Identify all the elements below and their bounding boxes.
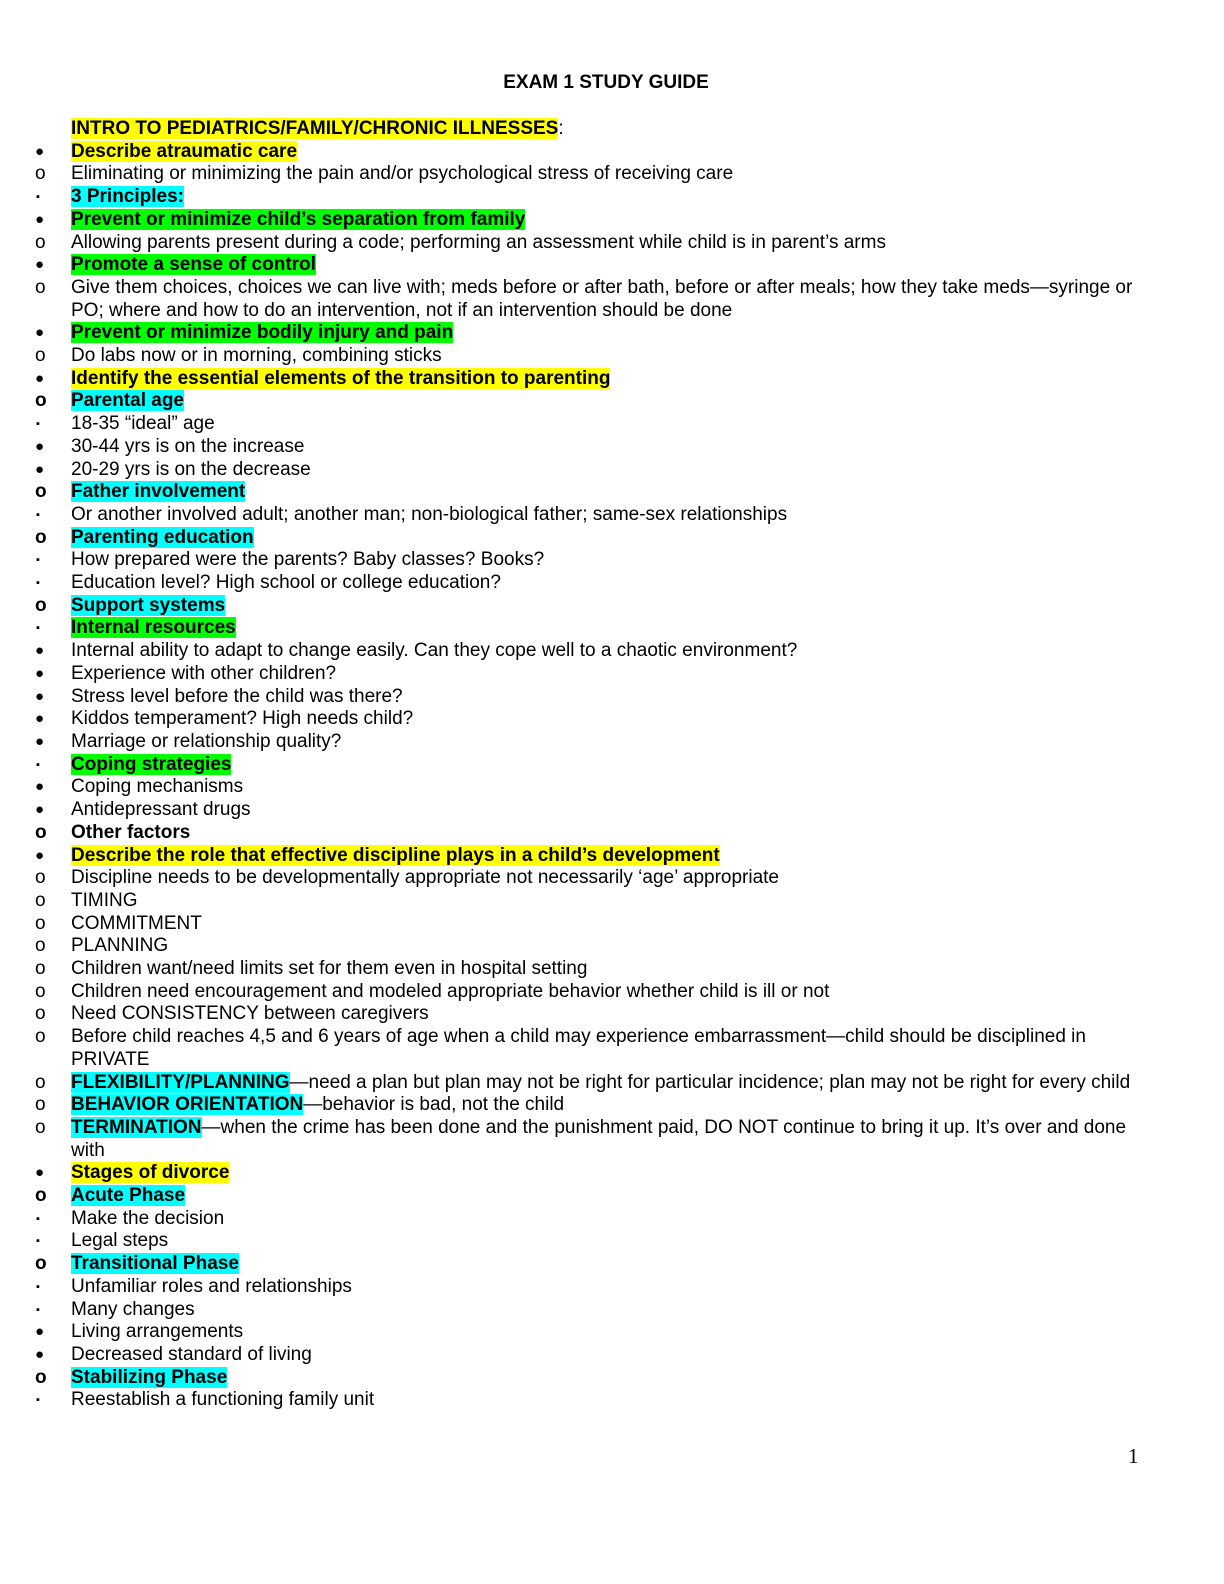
bullet-marker: o (35, 935, 46, 957)
outline-line (0, 867, 1141, 890)
outline-line (0, 1026, 1141, 1071)
outline-line (0, 527, 1141, 550)
outline-line (0, 1230, 1141, 1253)
document-body (0, 118, 1224, 1412)
outline-line (0, 822, 1141, 845)
outline-line (0, 981, 1141, 1004)
bullet-marker: o (35, 276, 46, 298)
bullet-marker: o (35, 980, 46, 1002)
line-text: 20-29 yrs is on the decrease (71, 458, 311, 480)
outline-line (0, 1344, 1141, 1367)
bullet-marker: o (35, 889, 46, 911)
line-text: Children need encouragement and modeled appropriate behavior whether child is ill or not (71, 980, 830, 1002)
line-text: COMMITMENT (71, 912, 202, 934)
bullet-marker: ▪ (36, 554, 40, 567)
bullet-marker: ● (35, 460, 45, 478)
outline-line (0, 708, 1141, 731)
bullet-marker: ▪ (36, 418, 40, 431)
outline-line (0, 504, 1141, 527)
outline-line (0, 254, 1141, 277)
outline-line (0, 209, 1141, 232)
line-text: Kiddos temperament? High needs child? (71, 708, 414, 730)
outline-line (0, 1276, 1141, 1299)
outline-line (0, 1321, 1141, 1344)
line-text: Before child reaches 4,5 and 6 years of age when a child may experience embarrassment—child should be disciplined in PRIVATE (71, 1026, 1086, 1070)
line-text: Education level? High school or college education? (71, 572, 501, 594)
outline-line (0, 640, 1141, 663)
line-text: Legal steps (71, 1230, 169, 1252)
bullet-marker: ▪ (36, 622, 40, 635)
highlighted-text: FLEXIBILITY/PLANNING (71, 1071, 290, 1093)
bullet-marker: o (35, 1253, 47, 1275)
line-text: Discipline needs to be developmentally appropriate not necessarily ‘age’ appropriate (71, 867, 780, 889)
outline-line (0, 481, 1141, 504)
bullet-marker: o (35, 1116, 46, 1138)
highlighted-text: Promote a sense of control (71, 254, 316, 276)
bullet-marker: ▪ (36, 577, 40, 590)
highlighted-text: 3 Principles: (71, 186, 184, 208)
outline-line (0, 163, 1141, 186)
line-text: Eliminating or minimizing the pain and/or psychological stress of receiving care (71, 163, 734, 185)
outline-line (0, 1185, 1141, 1208)
line-text: Children want/need limits set for them even in hospital setting (71, 958, 588, 980)
bullet-marker: o (35, 163, 46, 185)
line-text: Internal ability to adapt to change easily. Can they cope well to a chaotic environment? (71, 640, 798, 662)
bullet-marker: o (35, 345, 46, 367)
line-text: Give them choices, choices we can live with; meds before or after bath, before or after meals; how they take meds—syringe or PO; where and how to do an intervention, not if an intervention should be done (71, 276, 1133, 321)
outline-line (0, 663, 1141, 686)
outline-line (0, 1003, 1141, 1026)
highlighted-text: Support systems (71, 594, 226, 616)
highlighted-text: Acute Phase (71, 1185, 186, 1207)
outline-line (0, 390, 1141, 413)
outline-line (0, 549, 1141, 572)
line-text: Experience with other children? (71, 662, 337, 684)
bullet-marker: ● (35, 324, 45, 342)
outline-line (0, 459, 1141, 482)
highlighted-text: Internal resources (71, 617, 236, 639)
line-text: 18-35 “ideal” age (71, 413, 215, 435)
outline-line (0, 186, 1141, 209)
outline-line (0, 1162, 1141, 1185)
bullet-marker: ● (35, 437, 45, 455)
bullet-marker: ● (35, 687, 45, 705)
highlighted-text: Identify the essential elements of the transition to parenting (71, 367, 611, 389)
bullet-marker: ● (35, 256, 45, 274)
outline-line (0, 1208, 1141, 1231)
bullet-marker: ▪ (36, 191, 40, 204)
bullet-marker: o (35, 1094, 46, 1116)
highlighted-text: Describe the role that effective discipline plays in a child’s development (71, 844, 720, 866)
line-text: : (558, 118, 564, 139)
highlighted-text: Prevent or minimize child’s separation from family (71, 208, 526, 230)
outline-line (0, 1389, 1141, 1412)
bullet-marker: ● (35, 1345, 45, 1363)
outline-line (0, 572, 1141, 595)
page-title: EXAM 1 STUDY GUIDE (503, 72, 709, 93)
outline-line (0, 595, 1141, 618)
bullet-marker: o (35, 231, 46, 253)
bullet-marker: ● (35, 1323, 45, 1341)
highlighted-text: Parenting education (71, 526, 254, 548)
highlighted-text: Coping strategies (71, 753, 232, 775)
bullet-marker: ● (35, 142, 45, 160)
bullet-marker: ● (35, 846, 45, 864)
bullet-marker: ● (35, 778, 45, 796)
outline-line (0, 731, 1141, 754)
bullet-marker: o (35, 1185, 47, 1207)
outline-line (0, 754, 1141, 777)
line-text: 30-44 yrs is on the increase (71, 435, 305, 457)
line-text: Unfamiliar roles and relationships (71, 1275, 352, 1297)
line-text: PLANNING (71, 935, 169, 957)
line-text: Decreased standard of living (71, 1343, 312, 1365)
bullet-marker: o (35, 821, 47, 843)
bullet-marker: o (35, 1366, 47, 1388)
highlighted-text: INTRO TO PEDIATRICS/FAMILY/CHRONIC ILLNESSES (71, 118, 559, 139)
outline-line (0, 1367, 1141, 1390)
highlighted-text: TERMINATION (71, 1116, 202, 1138)
bullet-marker: o (35, 1071, 46, 1093)
outline-line (0, 776, 1141, 799)
line-text: Or another involved adult; another man; non-biological father; same-sex relationships (71, 503, 788, 525)
line-text: Allowing parents present during a code; performing an assessment while child is in parent’s arms (71, 231, 886, 253)
bullet-marker: ● (35, 369, 45, 387)
outline-line (0, 1299, 1141, 1322)
bullet-marker: ▪ (36, 1235, 40, 1248)
outline-line (0, 1072, 1141, 1095)
bullet-marker: ● (35, 642, 45, 660)
bullet-marker: ● (35, 732, 45, 750)
line-text: Stress level before the child was there? (71, 685, 403, 707)
outline-line (0, 118, 1141, 141)
outline-line (0, 413, 1141, 436)
outline-line (0, 935, 1141, 958)
outline-line (0, 368, 1141, 391)
highlighted-text: Father involvement (71, 481, 246, 503)
outline-line (0, 890, 1141, 913)
outline-line (0, 1117, 1141, 1162)
outline-line (0, 345, 1141, 368)
outline-line (0, 913, 1141, 936)
line-text: Do labs now or in morning, combining sticks (71, 345, 442, 367)
outline-line (0, 686, 1141, 709)
line-text: —when the crime has been done and the punishment paid, DO NOT continue to bring it up. It’s over and done with (71, 1116, 1127, 1161)
line-text: —need a plan but plan may not be right for particular incidence; plan may not be right for every child (289, 1071, 1131, 1093)
bullet-marker: ▪ (36, 1394, 40, 1407)
line-text: Antidepressant drugs (71, 799, 251, 821)
bullet-marker: ▪ (36, 758, 40, 771)
bullet-marker: ● (35, 664, 45, 682)
line-text: —behavior is bad, not the child (303, 1094, 565, 1116)
line-text: Need CONSISTENCY between caregivers (71, 1003, 429, 1025)
highlighted-text: Describe atraumatic care (71, 140, 298, 162)
bullet-marker: ▪ (36, 1280, 40, 1293)
bullet-marker: o (35, 481, 47, 503)
highlighted-text: BEHAVIOR ORIENTATION (71, 1094, 304, 1116)
bullet-marker: o (35, 390, 47, 412)
line-text: Other factors (71, 821, 191, 843)
bullet-marker: o (35, 1003, 46, 1025)
bullet-marker: o (35, 526, 47, 548)
outline-line (0, 617, 1141, 640)
bullet-marker: o (35, 867, 46, 889)
bullet-marker: ▪ (36, 508, 40, 521)
line-text: How prepared were the parents? Baby classes? Books? (71, 549, 545, 571)
line-text: Make the decision (71, 1207, 225, 1229)
bullet-marker: o (35, 1026, 46, 1048)
highlighted-text: Prevent or minimize bodily injury and pain (71, 322, 454, 344)
bullet-marker: ● (35, 710, 45, 728)
outline-line (0, 1094, 1141, 1117)
highlighted-text: Stages of divorce (71, 1162, 230, 1184)
bullet-marker: ● (35, 210, 45, 228)
bullet-marker: o (35, 958, 46, 980)
outline-line (0, 845, 1141, 868)
bullet-marker: ▪ (36, 1303, 40, 1316)
line-text: Coping mechanisms (71, 776, 244, 798)
line-text: Many changes (71, 1298, 195, 1320)
bullet-marker: ● (35, 1164, 45, 1182)
highlighted-text: Stabilizing Phase (71, 1366, 228, 1388)
bullet-marker: ● (35, 801, 45, 819)
page-number: 1 (1128, 1444, 1139, 1468)
outline-line (0, 322, 1141, 345)
highlighted-text: Parental age (71, 390, 184, 412)
highlighted-text: Transitional Phase (71, 1253, 239, 1275)
bullet-marker: o (35, 912, 46, 934)
line-text: Reestablish a functioning family unit (71, 1389, 375, 1411)
outline-line (0, 277, 1141, 322)
line-text: Marriage or relationship quality? (71, 730, 342, 752)
bullet-marker: o (35, 594, 47, 616)
outline-line (0, 1253, 1141, 1276)
line-text: Living arrangements (71, 1321, 244, 1343)
outline-line (0, 958, 1141, 981)
line-text: TIMING (71, 889, 138, 911)
outline-line (0, 799, 1141, 822)
bullet-marker: ▪ (36, 1212, 40, 1225)
outline-line (0, 141, 1141, 164)
outline-line (0, 232, 1141, 255)
outline-line (0, 436, 1141, 459)
